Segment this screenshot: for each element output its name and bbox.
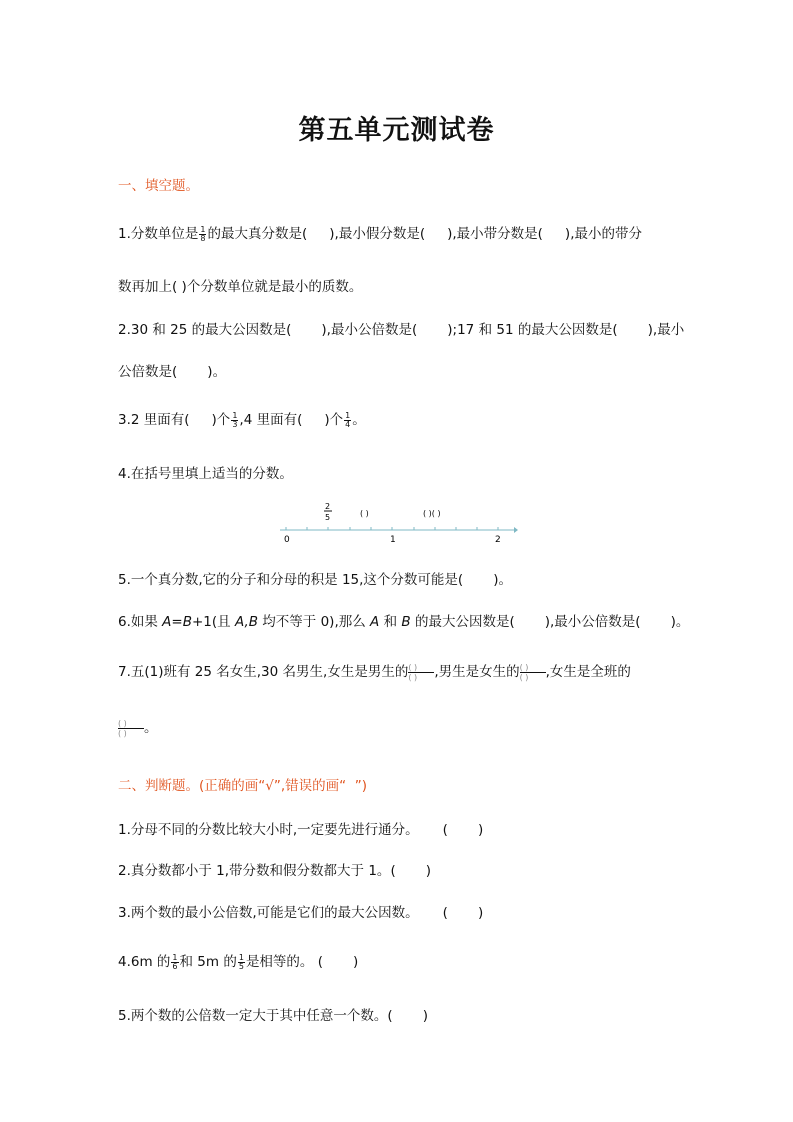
svg-text:0: 0 (284, 535, 290, 545)
svg-text:1: 1 (390, 535, 396, 545)
question-2: 2.30 和 25 的最大公因数是( ),最小公倍数是( );17 和 51 的最大公因数是( ),最小 (118, 322, 685, 338)
number-line-diagram (278, 498, 518, 548)
judge-item-1: 1.分母不同的分数比较大小时,一定要先进行通分。 ( ) (118, 822, 484, 838)
question-3: 3.2 里面有( )个 $\frac{1}{3}$ ,4 里面有( )个 $\frac{1}{4}$ 。 (118, 410, 366, 429)
svg-text:( ): ( ) (360, 509, 369, 518)
judge-item-5: 5.两个数的公倍数一定大于其中任意一个数。( ) (118, 1008, 428, 1024)
page-title: 第五单元测试卷 (298, 115, 495, 146)
judge-item-4: 4.6m 的 $\frac{1}{6}$ 和 5m 的 $\frac{1}{5}$ 是相等的。 ( ) (118, 952, 359, 971)
fraction: $\frac{1}{8}$ (200, 224, 206, 243)
blank-fraction[interactable]: ( ) ( ) (118, 719, 144, 738)
question-7-line2: ( ) ( ) 。 (118, 718, 158, 738)
question-7: 7.五(1)班有 25 名女生,30 名男生,女生是男生的 ( ) ( ) ,男生是女生的 ( ) ( ) ,女生是全班的 (118, 662, 631, 682)
svg-text:( )( ): ( )( ) (423, 509, 441, 518)
question-1-line2: 数再加上( )个分数单位就是最小的质数。 (118, 279, 363, 295)
question-1: 1.分数单位是 $\frac{1}{8}$ 的最大真分数是( ),最小假分数是( ),最小带分数是( ),最小的带分 (118, 224, 642, 243)
section-heading-true-false: 二、判断题。(正确的画“√”,错误的画“ ”) (118, 778, 367, 794)
question-4: 4.在括号里填上适当的分数。 (118, 466, 293, 482)
blank-fraction[interactable]: ( ) ( ) (408, 663, 434, 682)
judge-item-3: 3.两个数的最小公倍数,可能是它们的最大公因数。 ( ) (118, 905, 484, 921)
blank-fraction[interactable]: ( ) ( ) (520, 663, 546, 682)
question-6: 6.如果 A=B+1(且 A,B 均不等于 0),那么 A 和 B 的最大公因数是( ),最小公倍数是( )。 (118, 614, 690, 630)
section-heading-fill-blank: 一、填空题。 (118, 178, 199, 194)
question-5: 5.一个真分数,它的分子和分母的积是 15,这个分数可能是( )。 (118, 572, 513, 588)
question-2-line2: 公倍数是( )。 (118, 364, 227, 380)
judge-item-2: 2.真分数都小于 1,带分数和假分数都大于 1。( ) (118, 863, 432, 879)
svg-text:2: 2 (495, 535, 501, 545)
svg-text:2: 2 (325, 502, 331, 511)
svg-text:5: 5 (325, 513, 331, 522)
